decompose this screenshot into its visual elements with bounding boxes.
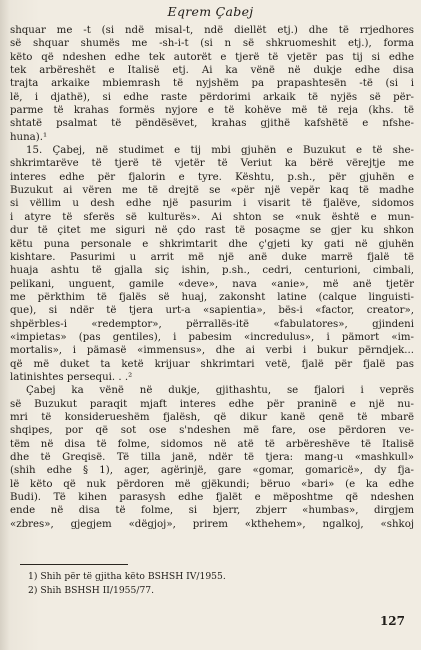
text-line: me përkthim të fjalës së huaj, zakonsht latine (calque linguisti-: [10, 291, 414, 303]
text-line: dur të çitet me siguri në çdo rast të posaçme se gjer ku shkon: [10, 225, 414, 237]
text-line: shquar me -t (si ndë misal-t, ndë diellët etj.) dhe të rrjedhores: [10, 25, 414, 36]
text-line: mortalis», i pämasë «immensus», dhe ai verbi i bukur përndjek...: [10, 345, 414, 357]
text-line: «impietas» (pas gentiles), i pabesim «incredulus», i pämort «im-: [10, 331, 414, 343]
running-header: Eqrem Çabej: [167, 4, 254, 19]
text-line: trajta arkaike mbiemrash të nyjshëm pa prapashtesën -të (si i: [10, 78, 414, 90]
text-line: lë, i djathë), si edhe raste përdorimi arkaik të nyjës së për-: [10, 91, 414, 103]
text-line: shkrimtarëve të tjerë të vjetër të Veriut ka bërë vërejtje me: [10, 158, 414, 170]
text-line: shqipes, por që sot ose s'ndeshen më fare, ose përdoren ve-: [10, 425, 414, 437]
text-line: shpërbles-i «redemptor», përrallës-itë «fabulatores», gjindeni: [10, 318, 414, 330]
text-line: tëm në disa të folme, sidomos në atë të arbëreshëve të Italisë: [10, 438, 414, 450]
text-line: këto që ndeshen edhe tek autorët e tjerë të vjetër pas tij si edhe: [10, 51, 414, 63]
text-line: Budi). Të kihen parasysh edhe fjalët e mëposhtme që ndeshen: [10, 492, 414, 504]
text-line: «zbres», gjegjem «dëgjoj», prirem «kthehem», ngalkoj, «shkoj: [10, 518, 414, 530]
text-line: pelikani, unguent, gamile «deve», nava «anie», më anë tjetër: [10, 278, 414, 290]
text-line: latinishtes persequi. . .²: [10, 371, 133, 383]
footnote-1: 1) Shih për të gjitha këto BSHSH IV/1955.: [28, 571, 226, 582]
text-line: parme të krahas formës nyjore e të kohëve më të reja (khs. të: [10, 105, 414, 117]
text-line: së Buzukut paraqit mjaft interes edhe për praninë e një nu-: [10, 398, 414, 410]
text-line: huaja ashtu të gjalla siç ishin, p.sh., cedri, centurioni, cimbali,: [10, 265, 414, 277]
text-line: që më duket ta ketë krijuar shkrimtari vetë, fjalë për fjalë pas: [10, 358, 414, 370]
footnote-2: 2) Shih BSHSH II/1955/77.: [28, 584, 155, 596]
text-line: Buzukut ai vëren me të drejtë se «për një vepër kaq të madhe: [10, 185, 414, 197]
text-line: lë këto që nuk përdoren më gjëkundi; bëruo «bari» (e ka edhe: [10, 478, 414, 490]
body-text: [10, 24, 414, 531]
text-line: së shquar shumës me -sh-i-t (si n së shkruomeshit etj.), forma: [10, 38, 414, 50]
footnote-separator: [20, 564, 128, 565]
page-number: 127: [379, 614, 405, 628]
text-line: interes edhe për fjalorin e tyre. Kështu, p.sh., për gjuhën e: [10, 171, 414, 183]
text-line: que), si ndër të tjera urt-a «sapientia», bës-i «factor, creator»,: [10, 305, 414, 317]
text-line: kishtare. Pasurimi u arrit më një anë duke marrë fjalë të: [10, 251, 414, 263]
text-line: këtu puna personale e shkrimtarit dhe ç'gjeti ky gati në gjuhën: [10, 238, 414, 250]
text-line: dhe të Greqisë. Të tilla janë, ndër të tjera: mang-u «mashkull»: [10, 452, 414, 463]
text-line: shtatë psalmat të pëndësëvet, krahas gjithë kafshëtë e nfshe-: [10, 118, 414, 130]
text-line: tek arbëreshët e Italisë etj. Ai ka vënë në dukje edhe disa: [10, 65, 414, 77]
text-line: (shih edhe § 1), ager, agërinjë, gare «gomar, gomaricë», dy fja-: [10, 465, 414, 477]
text-line: mri të konsiderueshëm fjalësh, që dikur kanë qenë të mbarë: [10, 411, 414, 423]
text-line: huna).¹: [10, 131, 48, 143]
footnotes: [28, 570, 408, 597]
text-line: si vëllim u desh edhe një pasurim i visarit të fjalëve, sidomos: [10, 198, 414, 210]
text-line: 15. Çabej, në studimet e tij mbi gjuhën e Buzukut e të she-: [26, 145, 414, 157]
text-line: Çabej ka vënë në dukje, gjithashtu, se fjalori i veprës: [26, 385, 414, 397]
text-line: i atyre të sferës së kulturës». Ai shton se «nuk është e mun-: [10, 211, 414, 223]
text-line: ende në disa të folme, si bjerr, zbjerr «humbas», dirgjem: [10, 505, 414, 517]
